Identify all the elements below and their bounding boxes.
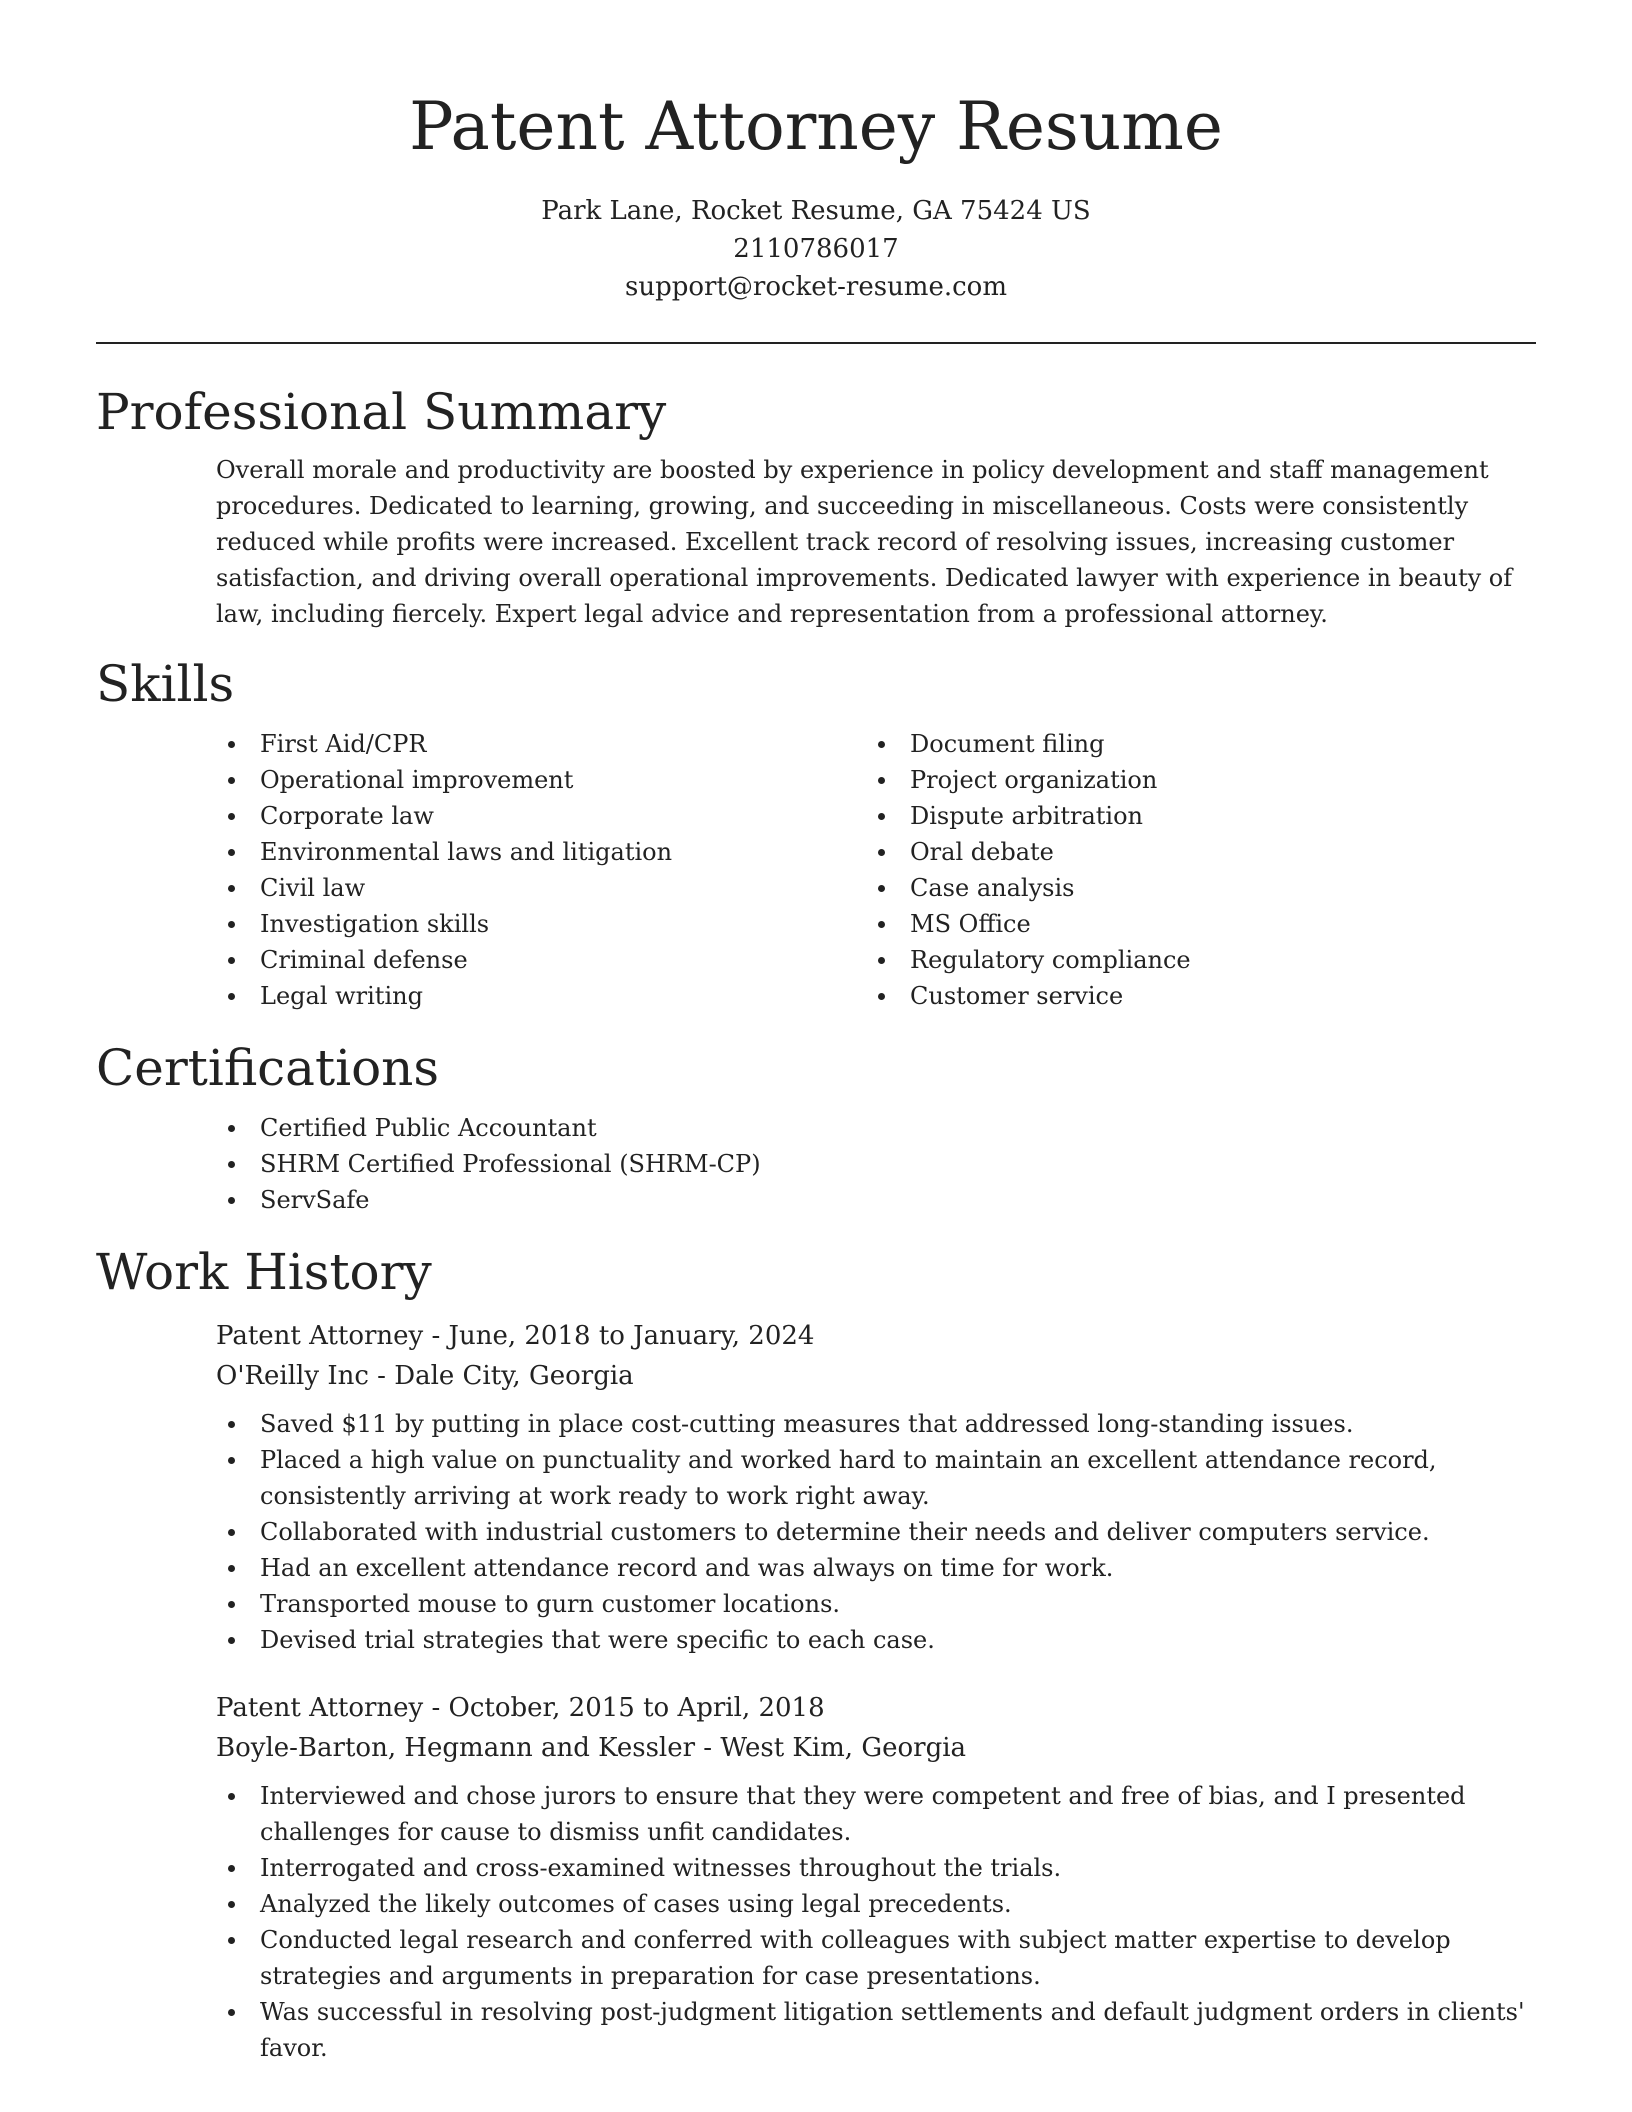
certification-item: Certified Public Accountant: [216, 1110, 1536, 1146]
job-bullet: Analyzed the likely outcomes of cases using legal precedents.: [216, 1886, 1536, 1922]
job-company-line: O'Reilly Inc - Dale City, Georgia: [216, 1361, 634, 1391]
skill-item: Environmental laws and litigation: [216, 834, 866, 870]
job-title-line: Patent Attorney - June, 2018 to January, 2024: [216, 1321, 815, 1351]
skill-item: Legal writing: [216, 978, 866, 1014]
skill-item: Operational improvement: [216, 762, 866, 798]
header-divider: [96, 342, 1536, 344]
contact-address: Park Lane, Rocket Resume, GA 75424 US: [541, 196, 1091, 226]
job-company-line: Boyle-Barton, Hegmann and Kessler - West Kim, Georgia: [216, 1733, 967, 1763]
job-bullet: Conducted legal research and conferred with colleagues with subject matter expertise to develop strategies and arguments in preparation for case presentations.: [216, 1922, 1536, 1994]
skill-item: Customer service: [866, 978, 1516, 1014]
job-entry: [216, 1316, 1536, 1658]
summary-text: Overall morale and productivity are boosted by experience in policy development and staff management procedures. Dedicated to learning, growing, and succeeding in miscellaneous. Costs were consistently reduced while profits were increased. Excellent track record of resolving issues, increasing customer satisfaction, and driving overall operational improvements. Dedicated lawyer with experience in beauty of law, including fiercely. Expert legal advice and representation from a professional attorney.: [216, 456, 1513, 628]
certification-item: SHRM Certified Professional (SHRM-CP): [216, 1146, 1536, 1182]
job-bullet: Collaborated with industrial customers to determine their needs and deliver computers service.: [216, 1514, 1536, 1550]
job-bullet: Interviewed and chose jurors to ensure that they were competent and free of bias, and I presented challenges for cause to dismiss unfit candidates.: [216, 1778, 1536, 1850]
skill-item: First Aid/CPR: [216, 726, 866, 762]
job-bullet: Interrogated and cross-examined witnesses throughout the trials.: [216, 1850, 1536, 1886]
certification-item: ServSafe: [216, 1182, 1536, 1218]
job-bullet: Devised trial strategies that were specific to each case.: [216, 1622, 1536, 1658]
skill-item: Document filing: [866, 726, 1516, 762]
skill-item: Criminal defense: [216, 942, 866, 978]
skill-item: Case analysis: [866, 870, 1516, 906]
job-entry: [216, 1688, 1536, 2066]
job-bullet: Saved $11 by putting in place cost-cutting measures that addressed long-standing issues.: [216, 1406, 1536, 1442]
job-title-line: Patent Attorney - October, 2015 to April, 2018: [216, 1693, 825, 1723]
page-title: Patent Attorney Resume: [409, 88, 1223, 165]
skills-right-list: [866, 726, 1516, 1014]
contact-email: support@rocket-resume.com: [624, 272, 1007, 302]
skill-item: Civil law: [216, 870, 866, 906]
skills-heading: Skills: [96, 655, 235, 713]
contact-block: [96, 192, 1536, 306]
skill-item: Oral debate: [866, 834, 1516, 870]
summary-heading: Professional Summary: [96, 383, 667, 441]
certifications-list: [216, 1110, 1536, 1218]
skill-item: Project organization: [866, 762, 1516, 798]
contact-phone: 2110786017: [733, 234, 899, 264]
skill-item: Corporate law: [216, 798, 866, 834]
job-bullet: Had an excellent attendance record and was always on time for work.: [216, 1550, 1536, 1586]
resume-page: [96, 0, 1536, 2066]
skills-columns: [216, 726, 1536, 1014]
job-bullet: Was successful in resolving post-judgment litigation settlements and default judgment orders in clients' favor.: [216, 1994, 1536, 2066]
job-bullet: Transported mouse to gurn customer locations.: [216, 1586, 1536, 1622]
certifications-heading: Certifications: [96, 1039, 440, 1097]
job-bullets: [216, 1406, 1536, 1658]
skills-left-list: [216, 726, 866, 1014]
skill-item: Regulatory compliance: [866, 942, 1516, 978]
skill-item: Investigation skills: [216, 906, 866, 942]
skill-item: MS Office: [866, 906, 1516, 942]
work-history-heading: Work History: [96, 1243, 432, 1301]
skill-item: Dispute arbitration: [866, 798, 1516, 834]
job-bullets: [216, 1778, 1536, 2066]
job-bullet: Placed a high value on punctuality and worked hard to maintain an excellent attendance record, consistently arriving at work ready to work right away.: [216, 1442, 1536, 1514]
